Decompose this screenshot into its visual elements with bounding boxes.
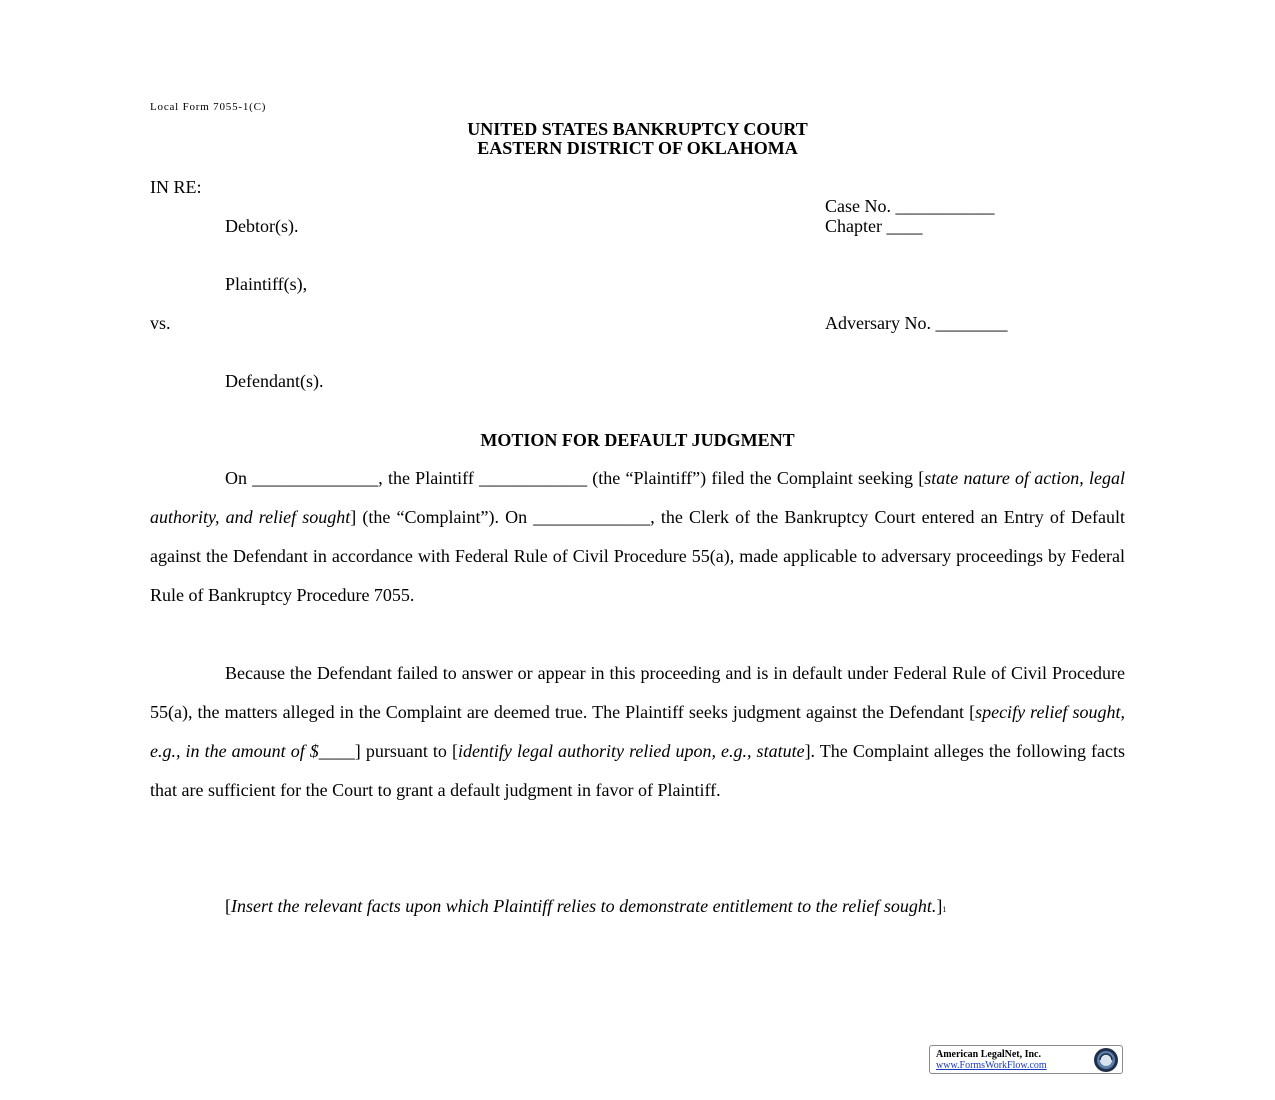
paragraph-text: Because the Defendant failed to answer or appear in this proceeding and is in default under Federal Rule of Civil Procedure 55(a), the matters alleged in the Complaint are deemed true. The Plaintiff seeks judgment against the Defendant [ [150, 663, 1125, 722]
footnote-marker: 1 [942, 905, 947, 914]
chapter-field: Chapter ____ [825, 216, 923, 236]
court-name: UNITED STATES BANKRUPTCY COURT [467, 119, 808, 139]
plaintiff-label: Plaintiff(s), [225, 274, 308, 294]
paragraph-default [150, 654, 1125, 810]
placeholder-text: state nature of action, legal authority, and relief sought [150, 468, 1125, 527]
paragraph-text: ] pursuant to [ [354, 741, 458, 761]
paragraph-text: [ [225, 896, 231, 916]
paragraph-facts [150, 887, 1125, 929]
placeholder-text: specify relief sought, e.g., in the amount of $____ [150, 702, 1125, 761]
globe-logo-icon [1093, 1047, 1119, 1073]
publisher-name: American LegalNet, Inc. [936, 1049, 1041, 1060]
publisher-link[interactable]: www.FormsWorkFlow.com [936, 1060, 1047, 1071]
publisher-badge[interactable] [929, 1045, 1123, 1074]
paragraph-text: On ______________, the Plaintiff ____________ (the “Plaintiff”) filed the Complaint seeking [ [225, 468, 925, 488]
paragraph-text: ] [936, 896, 943, 916]
paragraph-text: ]. The Complaint alleges the following facts that are sufficient for the Court to grant a default judgment in favor of Plaintiff. [150, 741, 1126, 800]
motion-title: MOTION FOR DEFAULT JUDGMENT [480, 430, 795, 450]
form-number: Local Form 7055-1(C) [150, 101, 267, 113]
case-number-field: Case No. ___________ [825, 196, 995, 216]
in-re-label: IN RE: [150, 177, 202, 197]
paragraph-complaint [150, 459, 1125, 615]
court-district: EASTERN DISTRICT OF OKLAHOMA [477, 138, 798, 158]
paragraph-text: ] (the “Complaint”). On _____________, the Clerk of the Bankruptcy Court entered an Entry of Default against the Defendant in accordance with Federal Rule of Civil Procedure 55(a), made applicable to adversary proceedings by Federal Rule of Bankruptcy Procedure 7055. [150, 507, 1126, 605]
placeholder-text: identify legal authority relied upon, e.g., statute [457, 741, 805, 761]
versus-label: vs. [150, 313, 171, 333]
defendant-label: Defendant(s). [225, 371, 324, 391]
placeholder-text: Insert the relevant facts upon which Plaintiff relies to demonstrate entitlement to the relief sought. [231, 896, 937, 916]
debtor-label: Debtor(s). [225, 216, 299, 236]
adversary-number-field: Adversary No. ________ [825, 313, 1008, 333]
